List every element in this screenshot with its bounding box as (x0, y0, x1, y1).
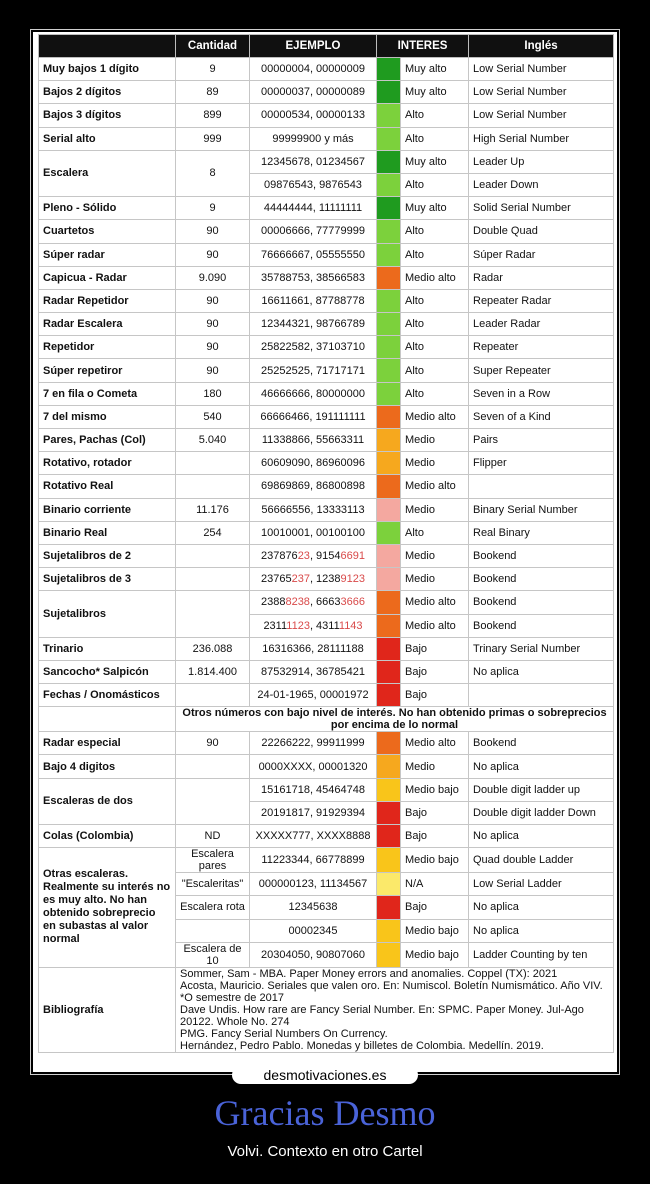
table-row (39, 104, 614, 127)
interest-swatch (377, 266, 401, 289)
interest-swatch (377, 614, 401, 637)
interest-label: Muy alto (401, 81, 469, 104)
row-name: Pleno - Sólido (39, 197, 176, 220)
table-row (39, 336, 614, 359)
interest-label: Medio alto (401, 591, 469, 614)
table-row (39, 359, 614, 382)
interest-label: Medio (401, 452, 469, 475)
row-name: Radar Repetidor (39, 289, 176, 312)
row-quantity: 899 (176, 104, 250, 127)
interest-swatch (377, 150, 401, 173)
row-quantity: ND (176, 825, 250, 848)
row-quantity: Escalera pares (176, 848, 250, 873)
interest-swatch (377, 684, 401, 707)
example-cell: 0000XXXX, 00001320 (250, 755, 377, 778)
table-row (39, 521, 614, 544)
example-cell: 46666666, 80000000 (250, 382, 377, 405)
interest-swatch (377, 660, 401, 683)
example-cell: 000000123, 11134567 (250, 873, 377, 896)
example-cell (250, 591, 377, 614)
table-row (39, 568, 614, 591)
interest-label: Medio (401, 498, 469, 521)
row-name: Sujetalibros (39, 591, 176, 637)
row-quantity: 5.040 (176, 429, 250, 452)
interest-label: Alto (401, 243, 469, 266)
row-name: Rotativo, rotador (39, 452, 176, 475)
row-quantity (176, 591, 250, 637)
row-name: Sancocho* Salpicón (39, 660, 176, 683)
interest-swatch (377, 382, 401, 405)
english-name: Quad double Ladder (469, 848, 614, 873)
english-name (469, 684, 614, 707)
table-row (39, 452, 614, 475)
interest-swatch (377, 405, 401, 428)
interest-swatch (377, 873, 401, 896)
example-cell: 00006666, 77779999 (250, 220, 377, 243)
english-name: No aplica (469, 755, 614, 778)
row-quantity: 9 (176, 58, 250, 81)
english-name: No aplica (469, 896, 614, 919)
english-name: No aplica (469, 825, 614, 848)
example-cell: 66666466, 191111111 (250, 405, 377, 428)
row-name: Colas (Colombia) (39, 825, 176, 848)
interest-label: Bajo (401, 825, 469, 848)
interest-label: Alto (401, 521, 469, 544)
row-quantity: Escalera rota (176, 896, 250, 919)
example-part: 237 (291, 573, 310, 586)
example-cell: 22266222, 99911999 (250, 732, 377, 755)
english-name: Solid Serial Number (469, 197, 614, 220)
interest-label: Medio bajo (401, 919, 469, 942)
interest-label: Muy alto (401, 197, 469, 220)
example-cell: 20304050, 90807060 (250, 942, 377, 967)
english-name: Bookend (469, 614, 614, 637)
table-row (39, 475, 614, 498)
table-row (39, 498, 614, 521)
interest-swatch (377, 825, 401, 848)
row-quantity: 90 (176, 359, 250, 382)
interest-swatch (377, 778, 401, 801)
row-quantity: 90 (176, 732, 250, 755)
example-cell: 76666667, 05555550 (250, 243, 377, 266)
row-name: Bajos 3 dígitos (39, 104, 176, 127)
english-name: Súper Radar (469, 243, 614, 266)
table-header (39, 35, 614, 58)
interest-swatch (377, 336, 401, 359)
row-name: Rotativo Real (39, 475, 176, 498)
english-name: Flipper (469, 452, 614, 475)
table-row (39, 544, 614, 567)
interest-label: Medio alto (401, 405, 469, 428)
english-name: Super Repeater (469, 359, 614, 382)
example-cell: 69869869, 86800898 (250, 475, 377, 498)
row-name: Sujetalibros de 2 (39, 544, 176, 567)
english-name: Repeater Radar (469, 289, 614, 312)
table-row (39, 266, 614, 289)
row-name: Repetidor (39, 336, 176, 359)
bibliography-label: Bibliografía (39, 967, 176, 1052)
example-cell: 11223344, 66778899 (250, 848, 377, 873)
english-name: Bookend (469, 544, 614, 567)
english-name: Repeater (469, 336, 614, 359)
interest-swatch (377, 429, 401, 452)
english-name: No aplica (469, 660, 614, 683)
interest-label: Alto (401, 359, 469, 382)
table-row (39, 429, 614, 452)
interest-swatch (377, 637, 401, 660)
example-cell: 12345638 (250, 896, 377, 919)
bibliography-text (176, 967, 614, 1052)
row-name: Fechas / Onomásticos (39, 684, 176, 707)
example-cell (250, 544, 377, 567)
interest-swatch (377, 544, 401, 567)
row-quantity (176, 544, 250, 567)
example-part: , 4311 (309, 619, 339, 632)
row-name: Muy bajos 1 dígito (39, 58, 176, 81)
table-row (39, 127, 614, 150)
english-name: Double digit ladder up (469, 778, 614, 801)
table-row (39, 732, 614, 755)
row-quantity: 90 (176, 220, 250, 243)
row-quantity (176, 919, 250, 942)
row-name: Escaleras de dos (39, 778, 176, 824)
interest-swatch (377, 755, 401, 778)
bibliography-line: PMG. Fancy Serial Numbers On Currency. (180, 1027, 388, 1040)
otras-escaleras-name: Otras escaleras. Realmente su interés no es muy alto. No han obtenido sobreprecio en subastas al valor normal (39, 848, 176, 968)
table-row (39, 289, 614, 312)
interest-label: Alto (401, 289, 469, 312)
interest-swatch (377, 359, 401, 382)
interest-label: Alto (401, 104, 469, 127)
table-row (39, 58, 614, 81)
row-name: Serial alto (39, 127, 176, 150)
table-row (39, 637, 614, 660)
example-cell: 00000534, 00000133 (250, 104, 377, 127)
interest-label: Alto (401, 336, 469, 359)
interest-swatch (377, 452, 401, 475)
english-name: Double digit ladder Down (469, 801, 614, 824)
table-row (39, 243, 614, 266)
table-row (39, 220, 614, 243)
interest-swatch (377, 896, 401, 919)
english-name: High Serial Number (469, 127, 614, 150)
interest-label: Medio alto (401, 475, 469, 498)
bibliography-line: Acosta, Mauricio. Seriales que valen oro. En: Numiscol. Boletín Numismático. Año VIV. *O semestre de 2017 (180, 979, 603, 1004)
interest-label: Muy alto (401, 58, 469, 81)
example-part: 6691 (340, 550, 366, 563)
example-part: 237876 (260, 550, 298, 563)
interest-label: Bajo (401, 684, 469, 707)
example-cell: 24-01-1965, 00001972 (250, 684, 377, 707)
poster-image (33, 32, 617, 1072)
interest-label: Bajo (401, 637, 469, 660)
example-cell: 10010001, 00100100 (250, 521, 377, 544)
interest-swatch (377, 289, 401, 312)
example-part: , 9154 (309, 550, 341, 563)
header-ejemplo: EJEMPLO (250, 35, 377, 58)
example-cell: 60609090, 86960096 (250, 452, 377, 475)
interest-label: N/A (401, 873, 469, 896)
example-cell: 00002345 (250, 919, 377, 942)
interest-swatch (377, 197, 401, 220)
example-part: 2311 (263, 619, 287, 632)
english-name: Ladder Counting by ten (469, 942, 614, 967)
example-cell: 25822582, 37103710 (250, 336, 377, 359)
header-interes: INTERES (377, 35, 469, 58)
example-part: , 1238 (309, 573, 341, 586)
row-name: 7 en fila o Cometa (39, 382, 176, 405)
example-cell: XXXXX777, XXXX8888 (250, 825, 377, 848)
english-name: Seven of a Kind (469, 405, 614, 428)
example-cell: 20191817, 91929394 (250, 801, 377, 824)
table-row (39, 778, 614, 801)
table-row (39, 405, 614, 428)
row-quantity (176, 568, 250, 591)
english-name: Bookend (469, 568, 614, 591)
row-name: Binario Real (39, 521, 176, 544)
note-blank (39, 707, 176, 732)
interest-label: Medio (401, 568, 469, 591)
bibliography-line: Hernández, Pedro Pablo. Monedas y billetes de Colombia. Medellín. 2019. (180, 1039, 544, 1052)
table-row (39, 313, 614, 336)
row-quantity: 90 (176, 243, 250, 266)
example-part: 1123 (286, 619, 310, 632)
english-name: Trinary Serial Number (469, 637, 614, 660)
english-name: Leader Up (469, 150, 614, 173)
interest-swatch (377, 104, 401, 127)
interest-label: Muy alto (401, 150, 469, 173)
table-row (39, 825, 614, 848)
example-cell: 00000004, 00000009 (250, 58, 377, 81)
interest-swatch (377, 732, 401, 755)
english-name: Seven in a Row (469, 382, 614, 405)
row-name: Radar Escalera (39, 313, 176, 336)
low-interest-note: Otros números con bajo nivel de interés. No han obtenido primas o sobreprecios por encima de lo normal (176, 707, 614, 732)
interest-label: Alto (401, 173, 469, 196)
table-row (39, 660, 614, 683)
table-row (39, 591, 614, 614)
english-name: Bookend (469, 591, 614, 614)
english-name: Low Serial Number (469, 58, 614, 81)
example-cell: 56666556, 13333113 (250, 498, 377, 521)
example-part: 23 (297, 550, 310, 563)
interest-swatch (377, 220, 401, 243)
english-name: Leader Radar (469, 313, 614, 336)
interest-label: Medio alto (401, 614, 469, 637)
interest-swatch (377, 243, 401, 266)
header-cantidad: Cantidad (176, 35, 250, 58)
row-quantity: Escalera de 10 (176, 942, 250, 967)
row-name: 7 del mismo (39, 405, 176, 428)
interest-label: Alto (401, 313, 469, 336)
english-name (469, 475, 614, 498)
interest-swatch (377, 81, 401, 104)
example-cell: 11338866, 55663311 (250, 429, 377, 452)
row-quantity: 254 (176, 521, 250, 544)
bibliography-line: Sommer, Sam - MBA. Paper Money errors and anomalies. Coppel (TX): 2021 (180, 967, 558, 980)
row-quantity: 90 (176, 289, 250, 312)
interest-label: Medio alto (401, 732, 469, 755)
interest-swatch (377, 591, 401, 614)
interest-label: Medio bajo (401, 778, 469, 801)
example-part: 23765 (260, 573, 292, 586)
row-name: Bajos 2 dígitos (39, 81, 176, 104)
poster-title: Gracias Desmo (214, 1093, 436, 1133)
interest-swatch (377, 848, 401, 873)
table-row (39, 197, 614, 220)
example-cell (250, 568, 377, 591)
english-name: Bookend (469, 732, 614, 755)
table-row (39, 150, 614, 173)
english-name: No aplica (469, 919, 614, 942)
row-quantity: 9 (176, 197, 250, 220)
example-cell: 25252525, 71717171 (250, 359, 377, 382)
bibliography-line: Dave Undis. How rare are Fancy Serial Number. En: SPMC. Paper Money. Jul-Ago 20122. Whole No. 274 (180, 1003, 584, 1028)
english-name: Real Binary (469, 521, 614, 544)
interest-label: Alto (401, 220, 469, 243)
english-name: Pairs (469, 429, 614, 452)
row-name: Súper radar (39, 243, 176, 266)
example-part: 1143 (338, 619, 363, 632)
interest-swatch (377, 498, 401, 521)
english-name: Double Quad (469, 220, 614, 243)
row-quantity (176, 755, 250, 778)
row-quantity: 540 (176, 405, 250, 428)
interest-swatch (377, 173, 401, 196)
row-quantity: 999 (176, 127, 250, 150)
row-name: Súper repetiror (39, 359, 176, 382)
interest-label: Bajo (401, 660, 469, 683)
row-quantity (176, 778, 250, 824)
interest-swatch (377, 313, 401, 336)
table-row (39, 755, 614, 778)
english-name: Low Serial Number (469, 81, 614, 104)
row-quantity: 236.088 (176, 637, 250, 660)
interest-swatch (377, 58, 401, 81)
example-part: 3666 (340, 596, 366, 609)
interest-label: Medio (401, 429, 469, 452)
interest-label: Alto (401, 382, 469, 405)
row-quantity: 9.090 (176, 266, 250, 289)
watermark: desmotivaciones.es (232, 1066, 418, 1084)
table-row (39, 848, 614, 873)
example-part: 2388 (260, 596, 286, 609)
example-cell: 16611661, 87788778 (250, 289, 377, 312)
row-name: Pares, Pachas (Col) (39, 429, 176, 452)
english-name: Leader Down (469, 173, 614, 196)
row-quantity: 90 (176, 313, 250, 336)
interest-swatch (377, 801, 401, 824)
row-name: Sujetalibros de 3 (39, 568, 176, 591)
bibliography-row (39, 967, 614, 1052)
poster-subtitle: Volvi. Contexto en otro Cartel (227, 1143, 423, 1160)
example-cell (250, 614, 377, 637)
table-row (39, 382, 614, 405)
row-quantity (176, 684, 250, 707)
note-row (39, 707, 614, 732)
example-cell: 00000037, 00000089 (250, 81, 377, 104)
row-name: Cuartetos (39, 220, 176, 243)
row-name: Capicua - Radar (39, 266, 176, 289)
row-quantity: 11.176 (176, 498, 250, 521)
row-quantity: 1.814.400 (176, 660, 250, 683)
example-cell: 12344321, 98766789 (250, 313, 377, 336)
example-cell: 16316366, 28111188 (250, 637, 377, 660)
table-row (39, 81, 614, 104)
interest-swatch (377, 475, 401, 498)
interest-label: Medio bajo (401, 848, 469, 873)
header-ingles: Inglés (469, 35, 614, 58)
interest-label: Medio alto (401, 266, 469, 289)
serial-number-table (38, 34, 614, 1053)
row-quantity (176, 452, 250, 475)
interest-label: Alto (401, 127, 469, 150)
example-part: 9123 (340, 573, 366, 586)
interest-swatch (377, 521, 401, 544)
interest-swatch (377, 127, 401, 150)
interest-swatch (377, 942, 401, 967)
row-quantity: 89 (176, 81, 250, 104)
row-name: Trinario (39, 637, 176, 660)
example-part: 8238 (285, 596, 310, 609)
english-name: Radar (469, 266, 614, 289)
interest-label: Bajo (401, 896, 469, 919)
interest-label: Bajo (401, 801, 469, 824)
example-cell: 15161718, 45464748 (250, 778, 377, 801)
example-cell: 87532914, 36785421 (250, 660, 377, 683)
english-name: Low Serial Ladder (469, 873, 614, 896)
row-name: Bajo 4 digitos (39, 755, 176, 778)
interest-swatch (377, 919, 401, 942)
example-cell: 12345678, 01234567 (250, 150, 377, 173)
row-quantity: 90 (176, 336, 250, 359)
row-quantity: "Escaleritas" (176, 873, 250, 896)
english-name: Binary Serial Number (469, 498, 614, 521)
interest-label: Medio (401, 755, 469, 778)
row-quantity: 8 (176, 150, 250, 196)
row-name: Binario corriente (39, 498, 176, 521)
row-quantity (176, 475, 250, 498)
interest-label: Medio bajo (401, 942, 469, 967)
interest-swatch (377, 568, 401, 591)
english-name: Low Serial Number (469, 104, 614, 127)
table-row (39, 684, 614, 707)
example-cell: 35788753, 38566583 (250, 266, 377, 289)
example-cell: 44444444, 11111111 (250, 197, 377, 220)
header-tipo (39, 35, 176, 58)
row-name: Escalera (39, 150, 176, 196)
example-part: , 6663 (309, 596, 341, 609)
example-cell: 09876543, 9876543 (250, 173, 377, 196)
interest-label: Medio (401, 544, 469, 567)
row-quantity: 180 (176, 382, 250, 405)
row-name: Radar especial (39, 732, 176, 755)
example-cell: 99999900 y más (250, 127, 377, 150)
